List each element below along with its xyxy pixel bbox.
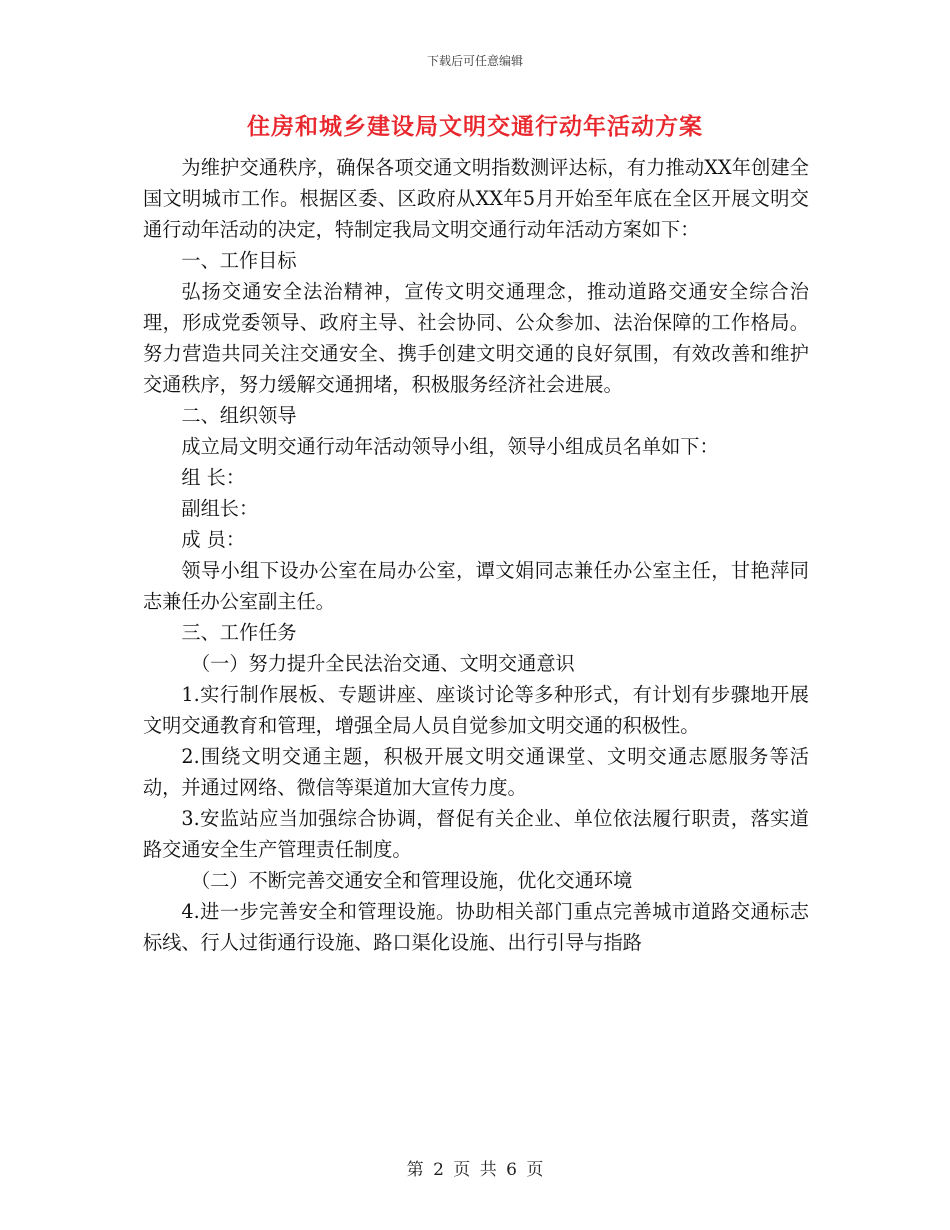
deputy-leader-line: 副组长： [181,497,259,520]
leader-line: 组 长： [181,466,246,489]
subsection-heading-2: （二）不断完善交通安全和管理设施，优化交通环境 [191,869,633,892]
subsection-heading-1: （一）努力提升全民法治交通、文明交通意识 [191,652,575,675]
section-heading-2: 二、组织领导 [181,404,297,427]
section-heading-3: 三、工作任务 [181,621,297,644]
task-item-3: 3.安监站应当加强综合协调，督促有关企业、单位依法履行职责，落实道路交通安全生产管理责任制度。 [143,807,809,861]
page-footer: 第 2 页 共 6 页 [406,1160,544,1180]
task-item-2: 2.围绕文明交通主题，积极开展文明交通课堂、文明交通志愿服务等活动，并通过网络、微信等渠道加大宣传力度。 [143,745,809,799]
members-line: 成 员： [181,528,246,551]
task-item-1: 1.实行制作展板、专题讲座、座谈讨论等多种形式，有计划有步骤地开展文明交通教育和管理，增强全局人员自觉参加文明交通的积极性。 [143,683,809,737]
header-note: 下载后可任意编辑 [426,54,523,68]
task-item-4: 4.进一步完善安全和管理设施。协助相关部门重点完善城市道路交通标志标线、行人过街通行设施、路口渠化设施、出行引导与指路 [143,900,809,954]
paragraph-intro: 为维护交通秩序，确保各项交通文明指数测评达标，有力推动XX年创建全国文明城市工作。根据区委、区政府从XX年5月开始至年底在全区开展文明交通行动年活动的决定，特制定我局文明交通行动年活动方案如下： [143,156,809,241]
paragraph-goals: 弘扬交通安全法治精神，宣传文明交通理念，推动道路交通安全综合治理，形成党委领导、政府主导、社会协同、公众参加、法治保障的工作格局。努力营造共同关注交通安全、携手创建文明交通的良好氛围，有效改善和维护交通秩序，努力缓解交通拥堵，积极服务经济社会进展。 [143,280,809,396]
paragraph-office: 领导小组下设办公室在局办公室，谭文娟同志兼任办公室主任，甘艳萍同志兼任办公室副主任。 [143,559,809,613]
document-body [143,152,809,958]
paragraph-leadership: 成立局文明交通行动年活动领导小组，领导小组成员名单如下： [181,435,719,458]
document-title: 住房和城乡建设局文明交通行动年活动方案 [247,113,703,140]
section-heading-1: 一、工作目标 [181,249,297,272]
